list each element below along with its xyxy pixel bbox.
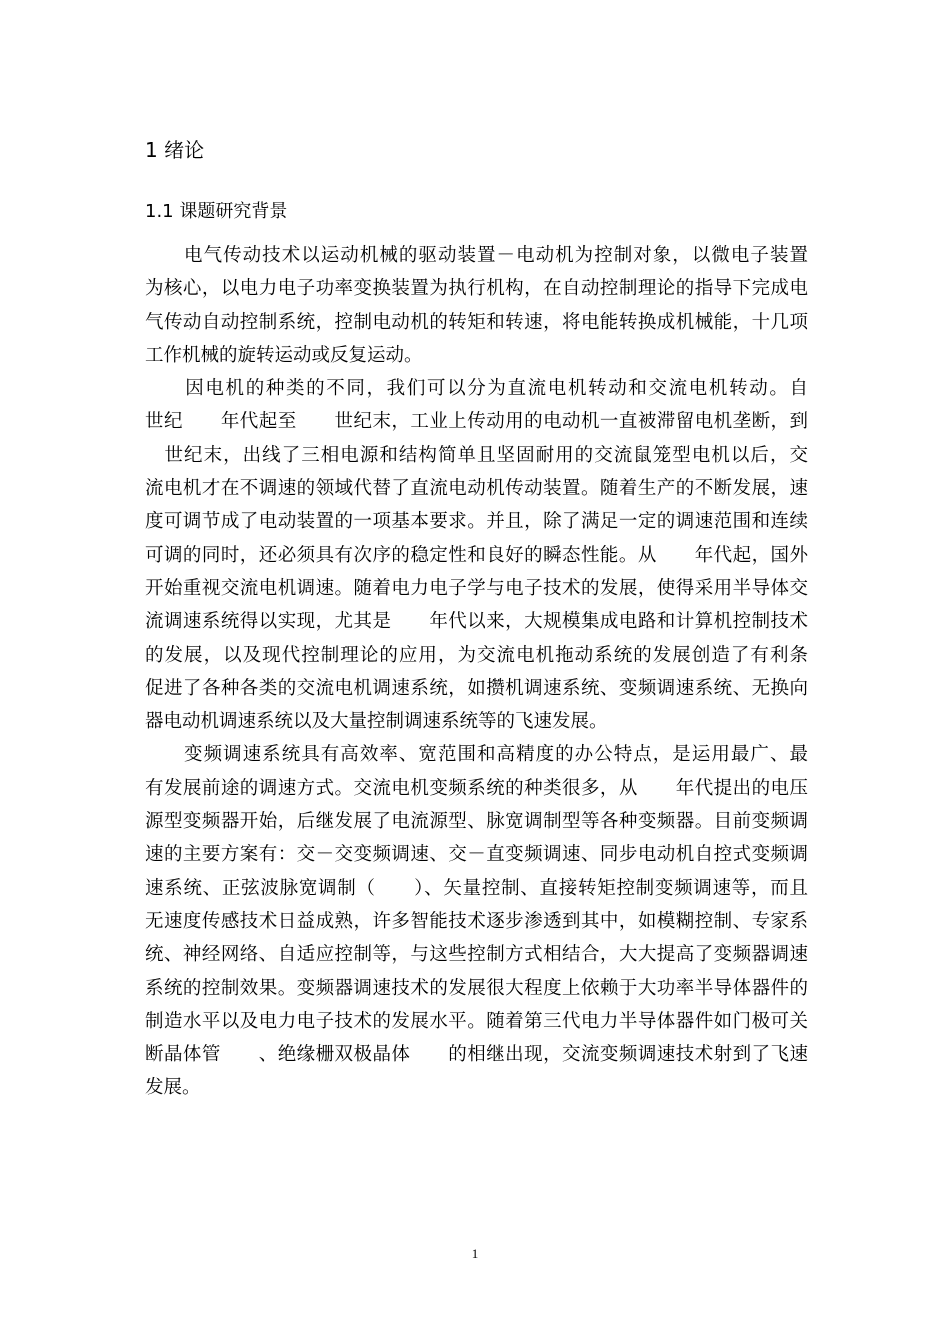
section-heading: 1.1 课题研究背景 [145,201,288,222]
paragraph [145,372,808,738]
text-line: 源型变频器开始，后继发展了电流源型、脉宽调制型等各种变频器。目前变频调 [145,811,808,833]
chapter-heading: 1 绪论 [145,138,205,162]
body-text [145,239,808,1105]
text-line: 统、神经网络、自适应控制等，与这些控制方式相结合，大大提高了变频器调速 [145,944,808,966]
page-number: 1 [471,1246,479,1261]
text-line: 开始重视交流电机调速。随着电力电子学与电子技术的发展，使得采用半导体交 [145,577,808,599]
text-line: 无速度传感技术日益成熟，许多智能技术逐步渗透到其中，如模糊控制、专家系 [145,910,808,932]
text-line: 世纪 年代起至 世纪末，工业上传动用的电动机一直被滞留电机垄断，到 [145,411,808,433]
text-line: 因电机的种类的不同，我们可以分为直流电机转动和交流电机转动。自 [145,378,808,400]
text-line: 制造水平以及电力电子技术的发展水平。随着第三代电力半导体器件如门极可关 [145,1010,808,1032]
text-line: 发展。 [145,1077,201,1099]
text-line: 世纪末，出线了三相电源和结构简单且坚固耐用的交流鼠笼型电机以后，交 [145,444,808,466]
text-line: 流调速系统得以实现，尤其是 年代以来，大规模集成电路和计算机控制技术 [145,611,808,633]
text-line: 速的主要方案有：交－交变频调速、交－直变频调速、同步电动机自控式变频调 [145,844,808,866]
text-line: 可调的同时，还必须具有次序的稳定性和良好的瞬态性能。从 年代起，国外 [145,544,808,566]
text-line: 促进了各种各类的交流电机调速系统，如攒机调速系统、变频调速系统、无换向 [145,677,808,699]
paragraph [145,738,808,1104]
text-line: 系统的控制效果。变频器调速技术的发展很大程度上依赖于大功率半导体器件的 [145,977,808,999]
text-line: 度可调节成了电动装置的一项基本要求。并且，除了满足一定的调速范围和连续 [145,511,808,533]
text-line: 变频调速系统具有高效率、宽范围和高精度的办公特点，是运用最广、最 [145,744,808,766]
text-line: 电气传动技术以运动机械的驱动装置－电动机为控制对象，以微电子装置 [145,245,808,266]
text-line: 工作机械的旋转运动或反复运动。 [145,344,423,366]
text-line: 有发展前途的调速方式。交流电机变频系统的种类很多，从 年代提出的电压 [145,777,808,799]
text-line: 流电机才在不调速的领域代替了直流电动机传动装置。随着生产的不断发展，速 [145,478,808,500]
text-line: 为核心，以电力电子功率变换装置为执行机构，在自动控制理论的指导下完成电 [145,278,808,300]
text-line: 气传动自动控制系统，控制电动机的转矩和转速，将电能转换成机械能，十几项 [145,311,808,333]
text-line: 断晶体管 、绝缘栅双极晶体 的相继出现，交流变频调速技术射到了飞速 [145,1044,808,1066]
text-line: 速系统、正弦波脉宽调制（ ）、矢量控制、直接转矩控制变频调速等，而且 [145,877,808,899]
text-line: 的发展，以及现代控制理论的应用，为交流电机拖动系统的发展创造了有利条 [145,644,808,666]
text-line: 器电动机调速系统以及大量控制调速系统等的飞速发展。 [145,711,608,733]
paragraph [145,239,808,372]
